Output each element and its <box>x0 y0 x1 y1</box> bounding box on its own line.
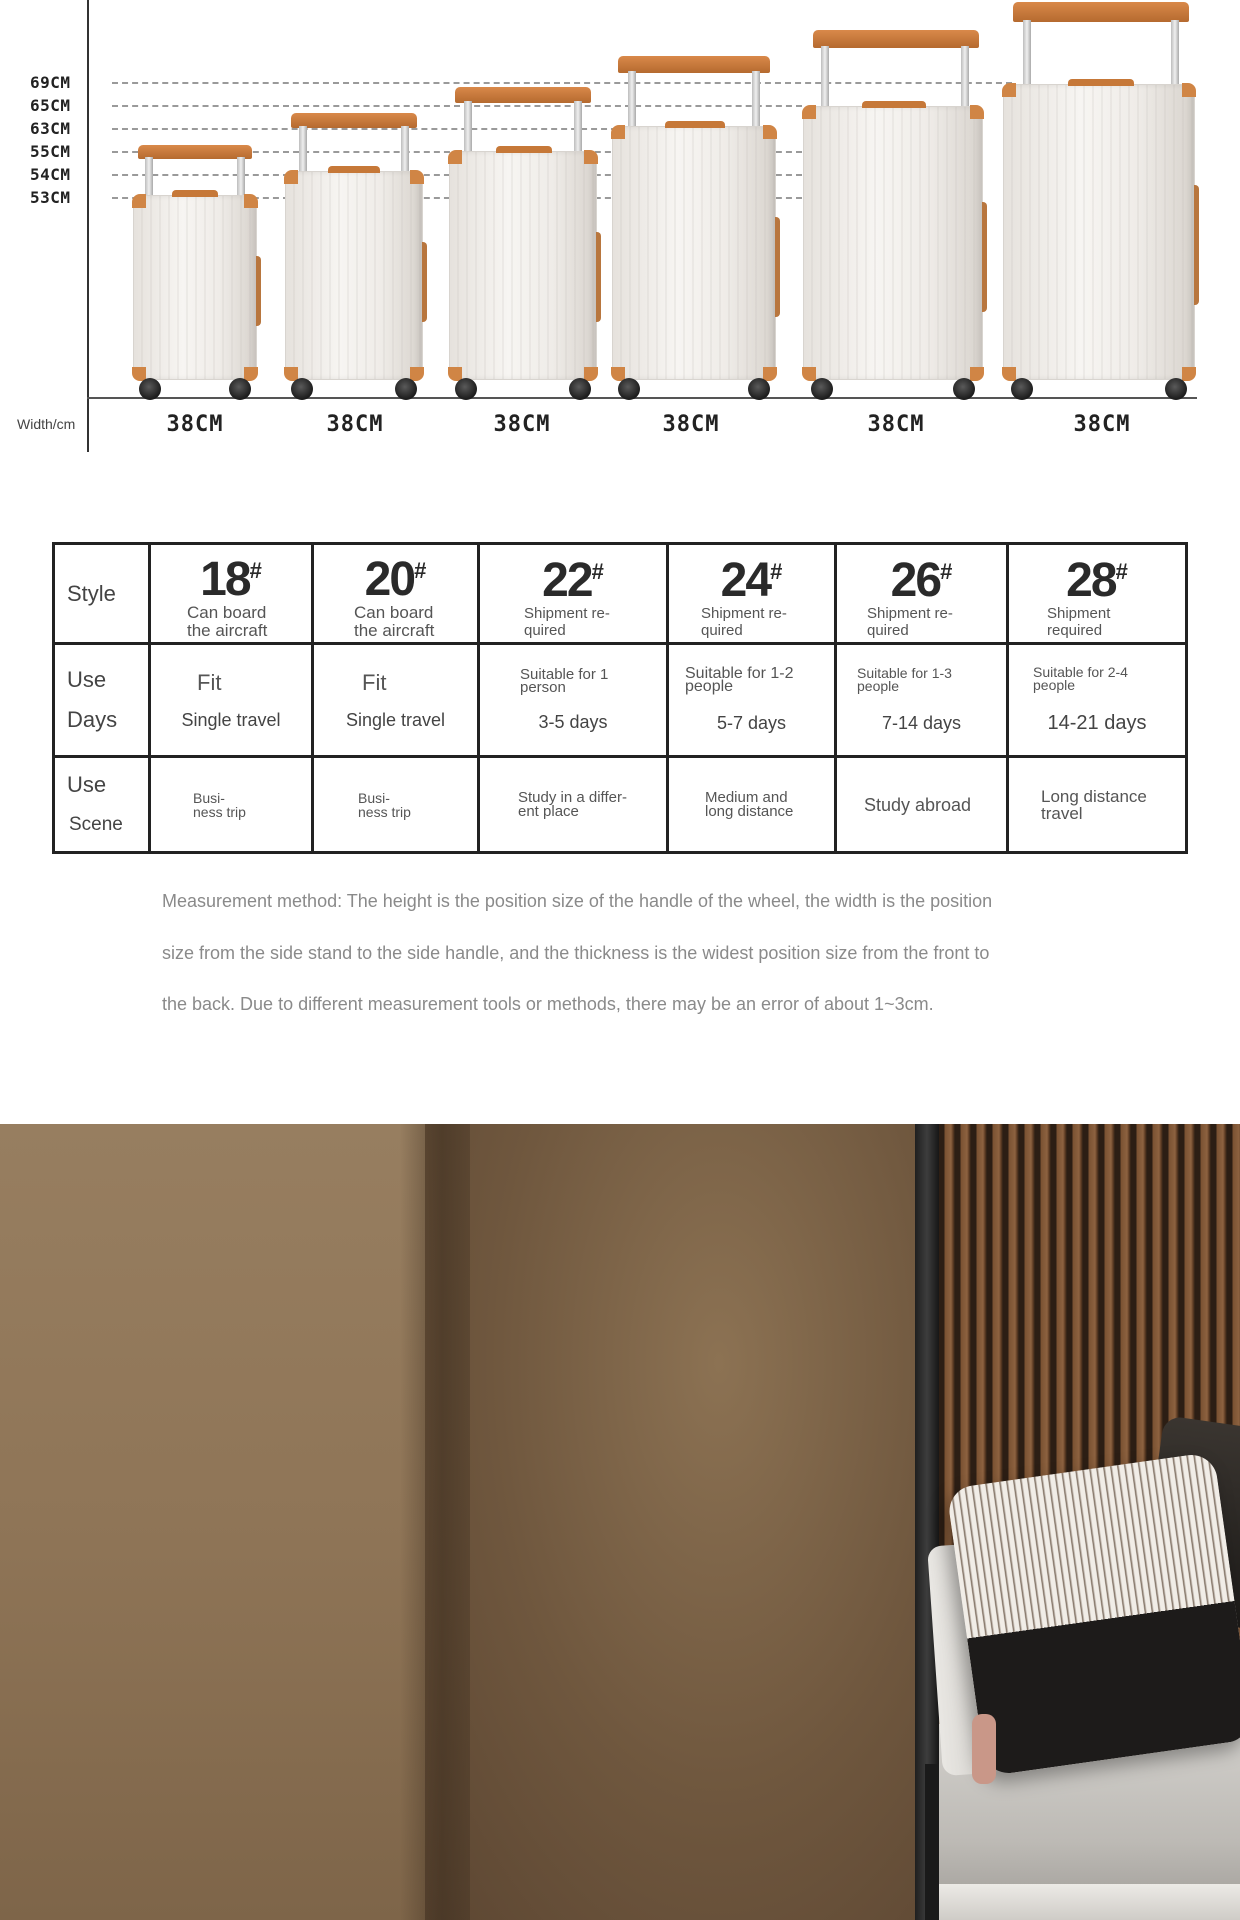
width-label-28: 38CM <box>1073 412 1131 437</box>
use-scene-cell-26 <box>836 757 1008 853</box>
scene-24-line2: long distance <box>705 802 794 820</box>
style-cell-26 <box>836 544 1008 644</box>
width-label-22: 38CM <box>493 412 551 437</box>
style-cell-24 <box>668 544 836 644</box>
days-label-26: 7-14 days <box>881 712 962 733</box>
photo-wall-left <box>0 1124 425 1920</box>
suitcase-22-image <box>449 87 597 400</box>
size-chart <box>0 0 1240 460</box>
photo-pillow-accent <box>972 1714 996 1784</box>
style-note-18-line1: Can board <box>187 603 267 622</box>
use-scene-cell-22 <box>479 757 668 853</box>
size-number-28: 28# <box>1066 554 1128 607</box>
suitable-22-line2: person <box>520 678 566 696</box>
use-scene-row <box>54 757 1187 853</box>
scene-24-line1: Medium and <box>705 788 788 806</box>
scene-26: Study abroad <box>863 794 972 815</box>
use-days-cell-22 <box>479 644 668 757</box>
size-number-26: 26# <box>890 554 953 607</box>
height-label-55: 55CM <box>30 142 71 161</box>
size-number-22: 22# <box>542 554 604 607</box>
measurement-note-line2: size from the side stand to the side handle, and the thickness is the widest position size from the front to <box>162 942 990 963</box>
scene-18-line2: ness trip <box>193 803 246 820</box>
row-header-use-scene <box>54 757 150 853</box>
style-cell-18 <box>150 544 313 644</box>
suitable-28-line2: people <box>1033 676 1076 693</box>
height-axis <box>87 0 89 452</box>
suitcase-26-image <box>803 30 983 400</box>
style-row <box>54 544 1187 644</box>
size-number-18: 18# <box>200 553 262 606</box>
size-spec-table <box>52 542 1188 854</box>
measurement-note-line1: Measurement method: The height is the position size of the handle of the wheel, the width is the position <box>162 891 993 911</box>
suitable-26-line2: people <box>857 677 900 694</box>
use-days-cell-28 <box>1008 644 1187 757</box>
suitable-26-line1: Suitable for 1-3 <box>857 664 952 681</box>
size-number-24: 24# <box>720 554 783 607</box>
width-axis-label: Width/cm <box>17 416 76 432</box>
suitable-24-line1: Suitable for 1-2 <box>685 664 794 682</box>
row-header-use-days-line1: Use <box>67 667 107 692</box>
style-note-26-line2: quired <box>867 622 909 639</box>
fit-label-18: Fit <box>197 669 222 695</box>
scene-28-line1: Long distance <box>1041 786 1147 806</box>
size-number-20: 20# <box>364 553 427 606</box>
photo-frame-bottom <box>925 1764 939 1920</box>
style-note-22-line1: Shipment re- <box>524 605 610 622</box>
style-note-24-line2: quired <box>701 622 743 639</box>
width-label-24: 38CM <box>662 412 720 437</box>
style-note-18-line2: the aircraft <box>187 621 268 640</box>
scene-20-line1: Busi- <box>358 789 390 806</box>
measurement-note-line3: the back. Due to different measurement tools or methods, there may be an error of about 1~3cm. <box>162 994 934 1014</box>
suitcase-18-image <box>133 145 257 400</box>
use-days-row <box>54 644 1187 757</box>
days-label-22: 3-5 days <box>538 711 608 732</box>
days-label-20: Single travel <box>345 709 446 730</box>
days-label-24: 5-7 days <box>716 712 787 733</box>
row-header-use-scene-line1: Use <box>67 771 107 797</box>
height-label-54: 54CM <box>30 165 71 184</box>
suitable-24-line2: people <box>685 677 734 695</box>
scene-20-line2: ness trip <box>358 803 411 820</box>
style-note-24-line1: Shipment re- <box>701 605 787 622</box>
width-label-18: 38CM <box>166 412 224 437</box>
suitcase-20-image <box>285 113 423 400</box>
measurement-note <box>162 876 1092 1031</box>
use-scene-cell-20 <box>313 757 479 853</box>
row-header-use-scene-line2: Scene <box>69 813 123 835</box>
use-days-cell-18 <box>150 644 313 757</box>
fit-label-20: Fit <box>362 669 387 695</box>
height-label-53: 53CM <box>30 188 71 207</box>
use-scene-cell-24 <box>668 757 836 853</box>
style-cell-28 <box>1008 544 1187 644</box>
style-note-20-line1: Can board <box>354 603 434 622</box>
row-header-style <box>54 544 150 644</box>
width-label-20: 38CM <box>326 412 384 437</box>
use-scene-cell-28 <box>1008 757 1187 853</box>
scene-28-line2: travel <box>1041 803 1083 823</box>
height-label-63: 63CM <box>30 119 71 138</box>
row-header-style-label: Style <box>67 580 116 606</box>
scene-22-line2: ent place <box>518 802 579 820</box>
photo-wall-shadow <box>400 1124 470 1920</box>
row-header-use-days-line2: Days <box>67 707 118 732</box>
days-label-28: 14-21 days <box>1047 711 1147 734</box>
days-label-18: Single travel <box>181 709 281 730</box>
style-note-22-line2: quired <box>524 622 566 639</box>
use-days-cell-24 <box>668 644 836 757</box>
style-note-26-line1: Shipment re- <box>867 605 953 622</box>
suitcase-24-image <box>612 56 776 400</box>
style-note-20-line2: the aircraft <box>354 621 435 640</box>
scene-18-line1: Busi- <box>193 789 225 806</box>
width-label-26: 38CM <box>867 412 925 437</box>
scene-22-line1: Study in a differ- <box>518 788 627 806</box>
photo-seat-edge <box>939 1884 1240 1920</box>
photo-wall-middle <box>425 1124 915 1920</box>
suitcase-28-image <box>1003 2 1195 400</box>
suitable-28-line1: Suitable for 2-4 <box>1033 663 1128 680</box>
use-scene-cell-18 <box>150 757 313 853</box>
row-header-use-days <box>54 644 150 757</box>
style-note-28-line1: Shipment <box>1047 605 1111 622</box>
use-days-cell-26 <box>836 644 1008 757</box>
height-label-69: 69CM <box>30 73 71 92</box>
style-cell-20 <box>313 544 479 644</box>
use-days-cell-20 <box>313 644 479 757</box>
suitable-22-line1: Suitable for 1 <box>520 665 609 683</box>
lifestyle-photo <box>0 1124 1240 1920</box>
style-note-28-line2: required <box>1047 622 1103 639</box>
height-label-65: 65CM <box>30 96 71 115</box>
style-cell-22 <box>479 544 668 644</box>
